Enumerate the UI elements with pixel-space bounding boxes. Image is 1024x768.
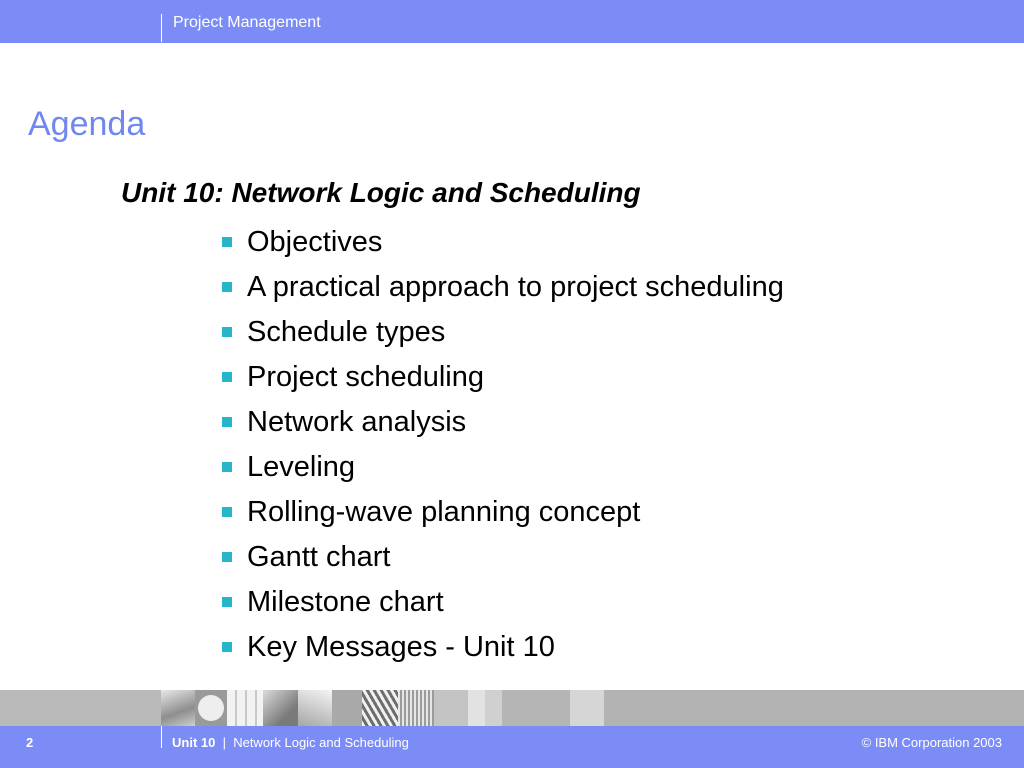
agenda-item-label: Schedule types xyxy=(247,315,446,348)
agenda-item xyxy=(222,624,942,669)
agenda-item-label: Project scheduling xyxy=(247,360,484,393)
photo-tile xyxy=(263,690,298,726)
photo-tile xyxy=(398,690,434,726)
footer-separator: | xyxy=(222,735,226,750)
agenda-item-label: Leveling xyxy=(247,450,356,483)
footer-bar xyxy=(0,726,1024,768)
photo-tile xyxy=(195,690,227,726)
agenda-item xyxy=(222,444,942,489)
agenda-item xyxy=(222,534,942,579)
photo-tile xyxy=(227,690,263,726)
agenda-item xyxy=(222,219,942,264)
agenda-list xyxy=(222,219,942,669)
agenda-item-label: Gantt chart xyxy=(247,540,391,573)
copyright: © IBM Corporation 2003 xyxy=(861,735,1002,750)
photo-tile xyxy=(468,690,502,726)
header-title: Project Management xyxy=(173,14,321,31)
header-divider xyxy=(161,14,162,42)
agenda-item-label: A practical approach to project scheduling xyxy=(247,270,784,303)
square-bullet-icon xyxy=(222,507,232,517)
photo-tile xyxy=(298,690,332,726)
footer-unit xyxy=(172,735,409,751)
footer-divider xyxy=(161,726,162,748)
square-bullet-icon xyxy=(222,282,232,292)
photo-tile xyxy=(604,690,1024,726)
photo-tile xyxy=(362,690,398,726)
photo-tile xyxy=(161,690,195,726)
agenda-item-label: Objectives xyxy=(247,225,383,258)
square-bullet-icon xyxy=(222,597,232,607)
square-bullet-icon xyxy=(222,372,232,382)
photo-tile xyxy=(434,690,468,726)
agenda-item xyxy=(222,264,942,309)
photo-tile xyxy=(502,690,570,726)
unit-heading: Unit 10: Network Logic and Scheduling xyxy=(121,177,641,208)
agenda-item-label: Key Messages - Unit 10 xyxy=(247,630,555,663)
agenda-item xyxy=(222,309,942,354)
square-bullet-icon xyxy=(222,237,232,247)
square-bullet-icon xyxy=(222,462,232,472)
page-number: 2 xyxy=(26,735,34,750)
footer-unit-label: Unit 10 xyxy=(172,735,216,750)
agenda-item-label: Network analysis xyxy=(247,405,467,438)
photo-tile xyxy=(570,690,604,726)
agenda-item xyxy=(222,489,942,534)
square-bullet-icon xyxy=(222,642,232,652)
agenda-item-label: Rolling-wave planning concept xyxy=(247,495,641,528)
slide-title: Agenda xyxy=(28,105,146,143)
agenda-item-label: Milestone chart xyxy=(247,585,444,618)
decorative-photo-strip xyxy=(0,690,1024,726)
header-bar xyxy=(0,0,1024,43)
agenda-item xyxy=(222,399,942,444)
square-bullet-icon xyxy=(222,552,232,562)
photo-tile xyxy=(332,690,362,726)
square-bullet-icon xyxy=(222,417,232,427)
footer-unit-title: Network Logic and Scheduling xyxy=(233,735,409,750)
agenda-item xyxy=(222,354,942,399)
agenda-item xyxy=(222,579,942,624)
square-bullet-icon xyxy=(222,327,232,337)
